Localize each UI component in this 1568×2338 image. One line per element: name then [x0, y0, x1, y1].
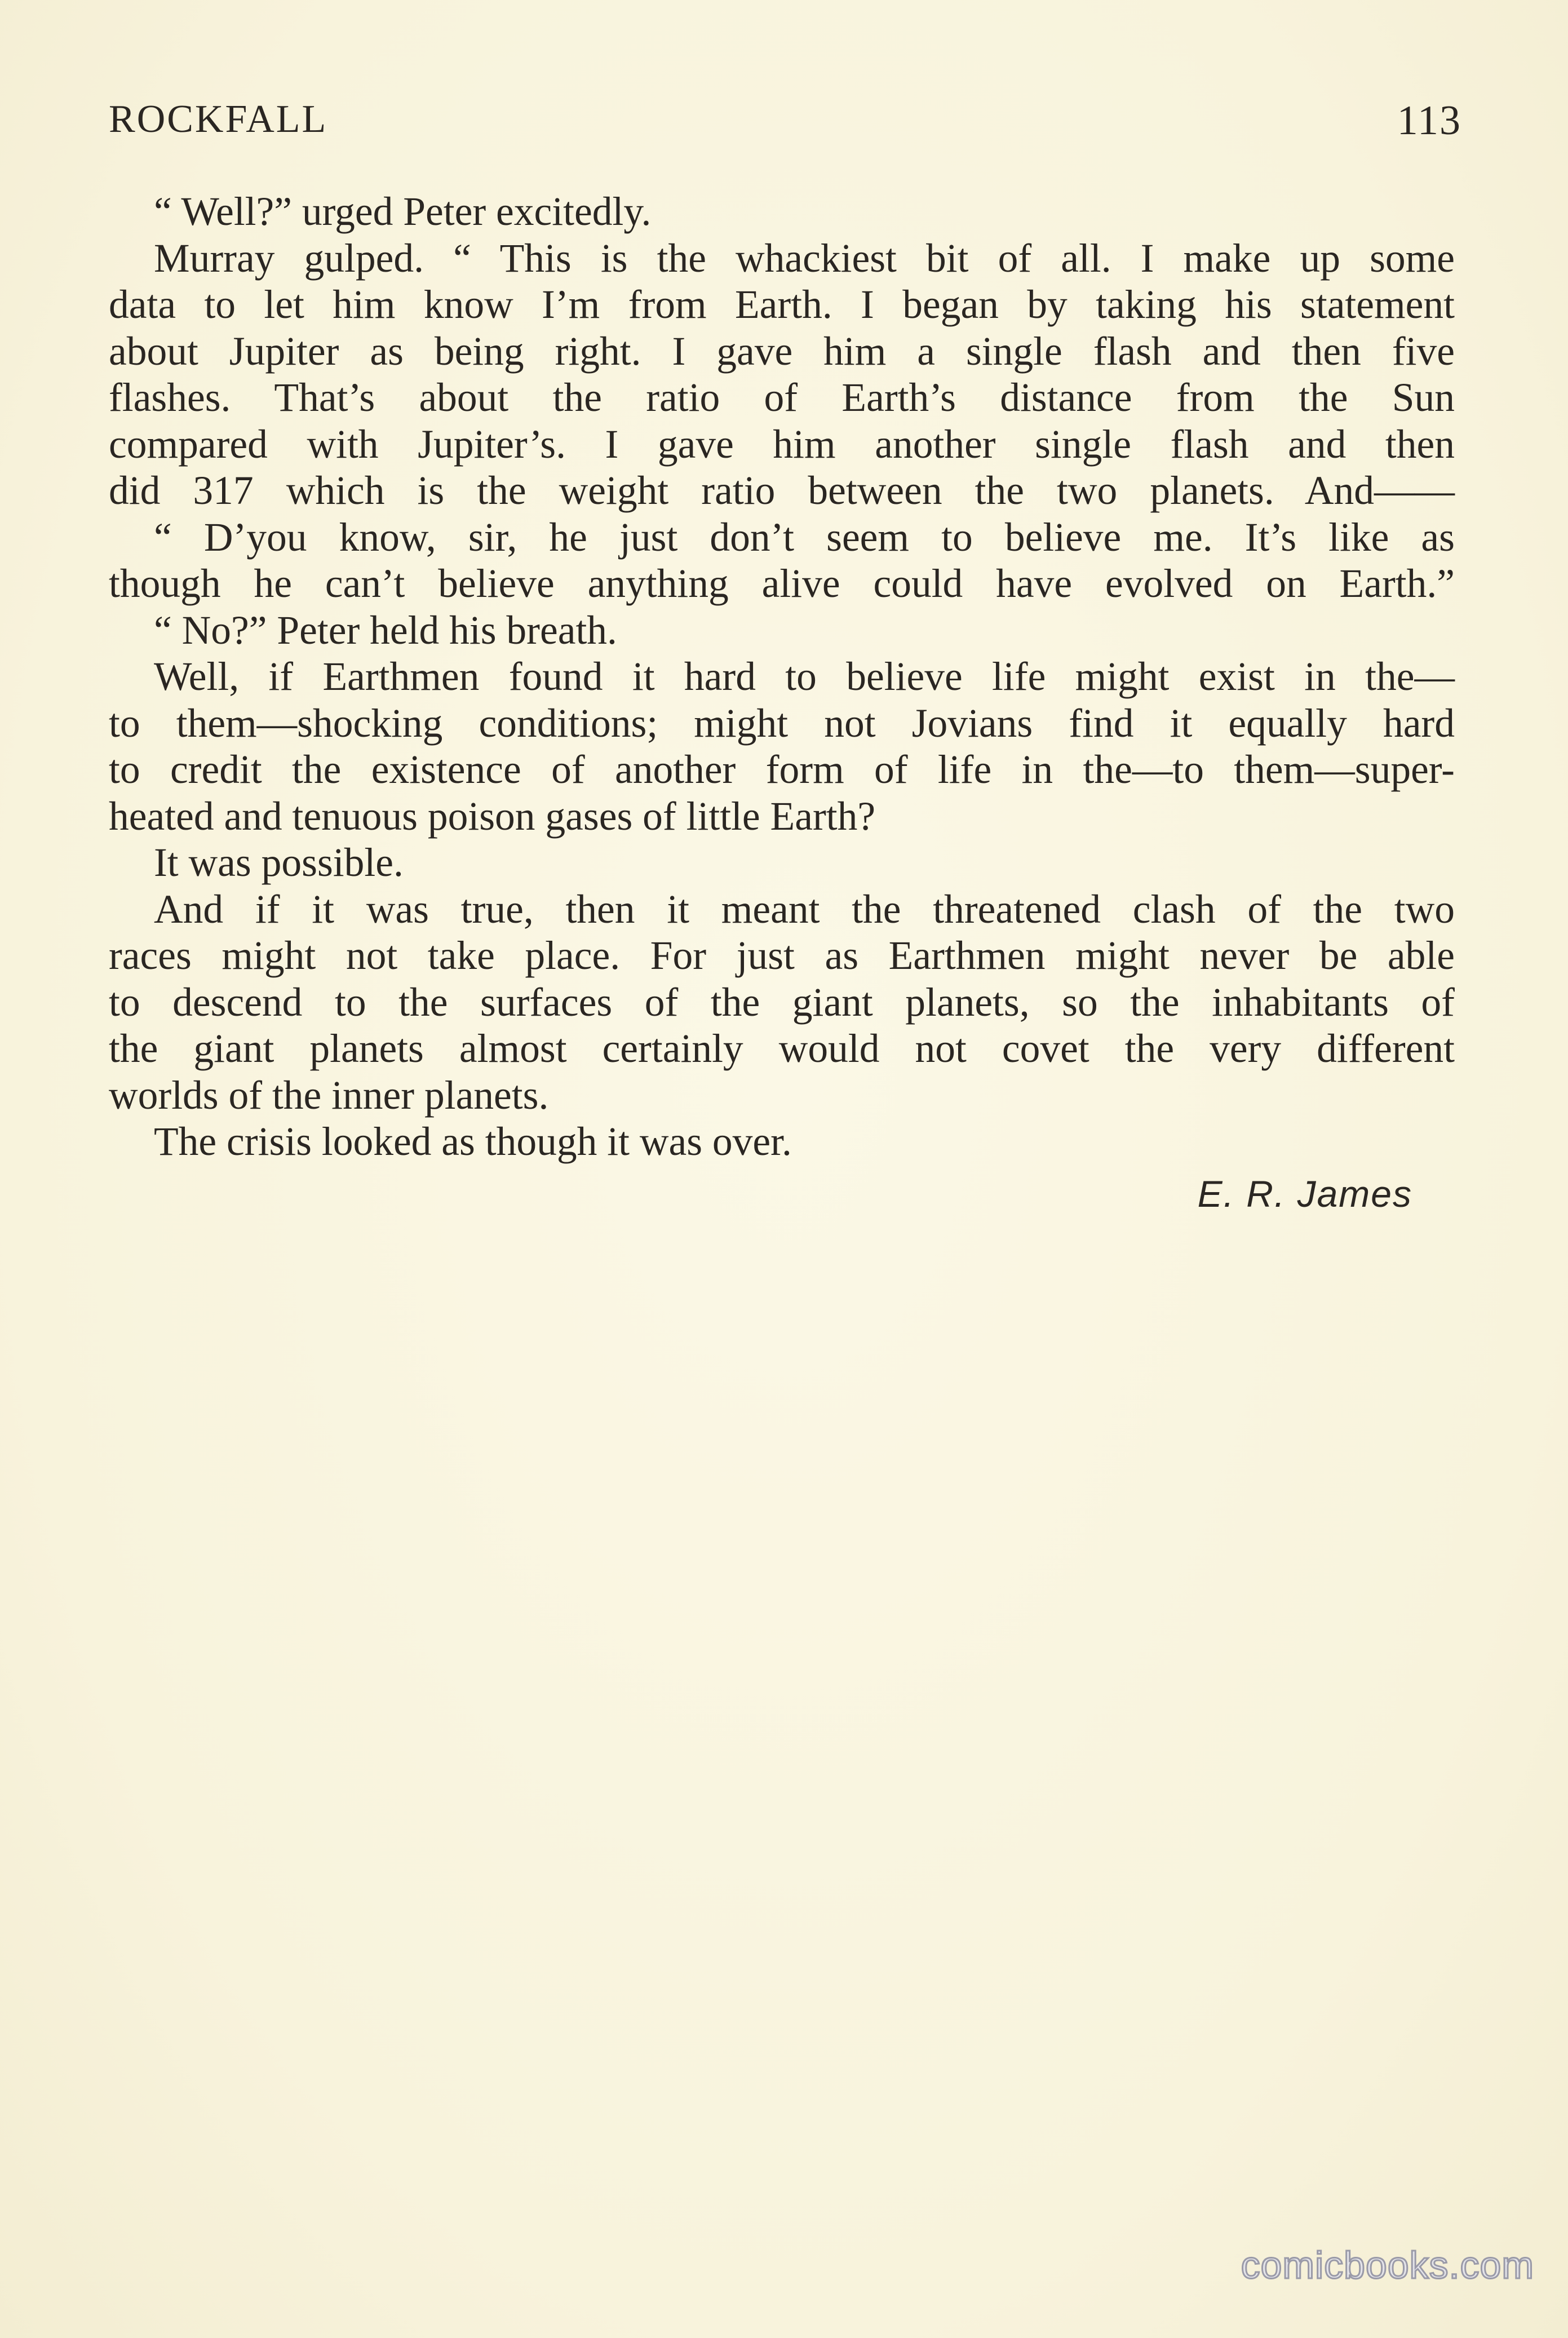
- text-line: It was possible.: [154, 840, 404, 885]
- text-line: to them—shocking conditions; might not Jovians find it equally hard: [109, 701, 1455, 746]
- story-text: [109, 189, 1455, 1166]
- text-line: the giant planets almost certainly would not covet the very different: [109, 1026, 1455, 1071]
- text-line: worlds of the inner planets.: [109, 1073, 549, 1118]
- running-title: ROCKFALL: [109, 98, 328, 141]
- watermark: comicbooks.com: [1241, 2244, 1534, 2287]
- text-line: Well, if Earthmen found it hard to believe life might exist in the—: [154, 654, 1455, 699]
- text-line: “ D’you know, sir, he just don’t seem to believe me. It’s like as: [154, 515, 1455, 560]
- text-line: to credit the existence of another form of life in the—to them—super-: [109, 747, 1455, 792]
- text-line: to descend to the surfaces of the giant planets, so the inhabitants of: [109, 980, 1455, 1025]
- text-line: races might not take place. For just as Earthmen might never be able: [109, 933, 1455, 978]
- running-header: [109, 97, 1461, 148]
- text-line: “ Well?” urged Peter excitedly.: [154, 189, 652, 234]
- text-line: “ No?” Peter held his breath.: [154, 608, 617, 653]
- text-line: And if it was true, then it meant the threatened clash of the two: [154, 887, 1455, 932]
- text-line: compared with Jupiter’s. I gave him another single flash and then: [109, 422, 1455, 467]
- author-signature: E. R. James: [1197, 1173, 1412, 1215]
- text-line: flashes. That’s about the ratio of Earth’s distance from the Sun: [109, 375, 1455, 420]
- text-line: data to let him know I’m from Earth. I began by taking his statement: [109, 282, 1455, 327]
- text-line: The crisis looked as though it was over.: [154, 1119, 792, 1164]
- text-line: heated and tenuous poison gases of little Earth?: [109, 794, 876, 839]
- text-line: did 317 which is the weight ratio between the two planets. And——: [109, 468, 1455, 513]
- text-line: though he can’t believe anything alive could have evolved on Earth.”: [109, 561, 1455, 606]
- page-number: 113: [1397, 98, 1461, 144]
- text-line: about Jupiter as being right. I gave him a single flash and then five: [109, 329, 1455, 374]
- text-line: Murray gulped. “ This is the whackiest bit of all. I make up some: [154, 236, 1455, 281]
